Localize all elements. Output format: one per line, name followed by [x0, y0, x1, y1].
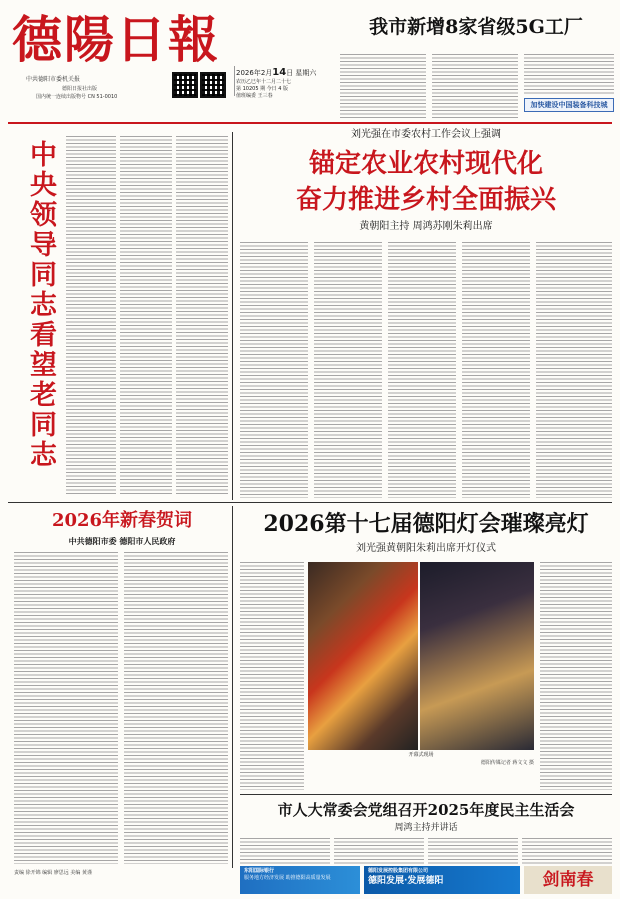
- qr-code-2: [200, 72, 226, 98]
- greeting-col2: [124, 552, 228, 864]
- lantern-photo-caption: 开幕式现场: [408, 752, 434, 758]
- top-story-tag: 加快建设中国装备科技城: [524, 98, 614, 112]
- ad-bank-slogan: 服务地方经济发展 助推德阳高质量发展: [244, 875, 331, 881]
- masthead-rule: [8, 122, 612, 124]
- main-story-col2: [314, 242, 382, 498]
- left-story-col2: [120, 136, 172, 496]
- greeting-title: 2026年新春贺词: [51, 510, 193, 531]
- lower-left-divider: [232, 506, 233, 868]
- lantern-byline: 刘光强黄朝阳朱莉出席开灯仪式: [356, 543, 496, 554]
- lantern-photo-credit: 德阳传媒记者 蒋文文 摄: [480, 760, 534, 766]
- left-story-col3: [176, 136, 228, 496]
- left-vertical-headline: 中央领导同志看望老同志: [25, 140, 56, 470]
- main-byline: 黄朝阳主持 周鸿苏刚朱莉出席: [359, 221, 493, 232]
- top-story-col3: [524, 54, 614, 94]
- left-story-col1: [66, 136, 116, 496]
- masthead-editor: 值班编委 王三春: [236, 93, 273, 99]
- masthead-publisher: 中共德阳市委机关报: [26, 76, 81, 83]
- masthead-date: [236, 68, 336, 78]
- top-headline: 我市新增8家省级5G工厂: [369, 16, 583, 38]
- masthead-lunar: 农历乙巳年十二月二十七: [236, 79, 292, 85]
- lantern-story-col1: [240, 562, 304, 790]
- lantern-title: 2026第十七届德阳灯会璀璨亮灯: [263, 511, 589, 537]
- main-story-col3: [388, 242, 456, 498]
- date-suffix: 日 星期六: [286, 69, 317, 77]
- lantern-bottom-divider: [240, 794, 612, 795]
- masthead-brand: 德陽日報: [12, 10, 220, 69]
- ad-bank: [240, 866, 360, 894]
- ad-bank-name: 东阳国际银行: [244, 868, 275, 874]
- ad-jiannanchun: 剑南春: [524, 866, 612, 894]
- main-story-col4: [462, 242, 530, 498]
- npc-col3: [428, 838, 518, 864]
- ad-dev-group-name: 德阳发展控股集团有限公司: [368, 868, 429, 874]
- ad-dev-group-slogan: 德阳发展·发展德阳: [368, 876, 444, 886]
- footer-editors: 责编 徐开锦 编辑 廖思远 美编 黄谨: [14, 870, 92, 876]
- qr-code-1: [172, 72, 198, 98]
- left-column-divider: [232, 132, 233, 500]
- date-day: 14: [272, 67, 287, 78]
- main-title-line2: 奋力推进乡村全面振兴: [295, 185, 556, 215]
- main-story-col1: [240, 242, 308, 498]
- npc-col1: [240, 838, 330, 864]
- lantern-story-col2: [540, 562, 612, 790]
- masthead-issue: 第 10205 期 今日 4 版: [236, 86, 289, 92]
- lantern-photo-right: [420, 562, 534, 750]
- lantern-photo-left: [308, 562, 418, 750]
- masthead-subtitle: 德阳日报社出版: [62, 86, 98, 92]
- npc-col4: [522, 838, 612, 864]
- mid-divider: [8, 502, 612, 503]
- main-title-line1: 锚定农业农村现代化: [308, 149, 543, 179]
- npc-col2: [334, 838, 424, 864]
- ad-dev-group: [364, 866, 520, 894]
- top-story-col1: [340, 54, 426, 118]
- greeting-col1: [14, 552, 118, 864]
- top-story-col2: [432, 54, 518, 118]
- main-kicker: 刘光强在市委农村工作会议上强调: [351, 129, 501, 140]
- main-story-col5: [536, 242, 612, 498]
- masthead-issn: 国内统一连续出版物号 CN 51-0010: [36, 94, 118, 100]
- greeting-byline: 中共德阳市委 德阳市人民政府: [68, 537, 176, 546]
- npc-title: 市人大常委会党组召开2025年度民主生活会: [277, 801, 575, 819]
- date-prefix: 2026年2月: [236, 69, 273, 77]
- npc-byline: 周鸿主持并讲话: [394, 823, 458, 833]
